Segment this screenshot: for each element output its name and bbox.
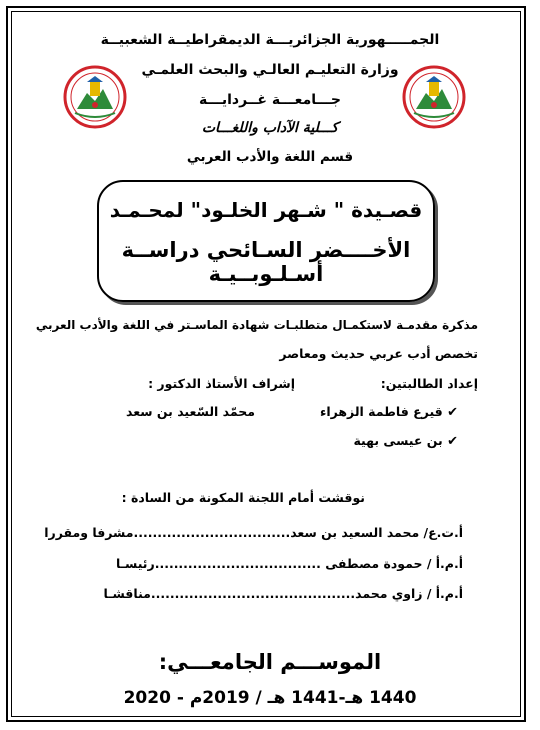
committee-label: نوقشت أمام اللجنة المكونة من السادة : — [121, 490, 365, 505]
memo-specialty: تخصص أدب عربي حديث ومعاصر — [279, 346, 478, 361]
committee-member: أ.م.أ / زاوي محمد...........................................مناقشـا — [103, 586, 463, 601]
memo-purpose: مذكرة مقدمـة لاستكمـال متطلبـات شهادة الماسـتر في اللغة والأدب العربي — [35, 318, 478, 332]
student-name: بن عيسى بهية — [353, 433, 443, 448]
thesis-title-line1: قصـيدة " شـهر الخلـود" لمحـمـد — [109, 198, 423, 222]
supervisor-name: محمّد السّعيد بن سعد — [126, 404, 255, 419]
academic-year-value: 1440 هـ-1441 هـ / 2019م - 2020 — [123, 688, 417, 708]
student-item — [353, 433, 458, 449]
republic-name: الجمـــــهورية الجزائريـــة الديمقراطيــة الشعبيــة — [100, 32, 440, 48]
department-name: قسم اللغة والأدب العربي — [186, 149, 354, 165]
student-name: قيرع فاطمة الزهراء — [319, 404, 443, 419]
supervisor-label: إشراف الأستاذ الدكتور : — [148, 376, 295, 391]
thesis-title-box — [97, 180, 435, 302]
academic-year-label: الموســـم الجامعـــي: — [158, 650, 382, 674]
student-item — [320, 404, 458, 420]
check-icon: ✔ — [447, 434, 458, 449]
university-name: جـــامعـــة غــردايـــة — [199, 92, 341, 108]
committee-member: أ.ت.ع/ محمد السعيد بن سعد.................................مشرفا ومقررا — [44, 525, 463, 540]
check-icon: ✔ — [447, 405, 458, 420]
faculty-name: كـــلية الآداب واللغـــات — [201, 120, 339, 136]
thesis-title-line2: الأخــــضر السـائحي دراســة أسـلـوبــيـة — [121, 238, 411, 286]
committee-member: أ.م.أ / حمودة مصطفى ...................................رئيسـا — [116, 556, 463, 571]
students-label: إعداد الطالبتين: — [380, 376, 478, 391]
ministry-name: وزارة التعليـم العالـي والبحث العلمـي — [141, 62, 399, 78]
